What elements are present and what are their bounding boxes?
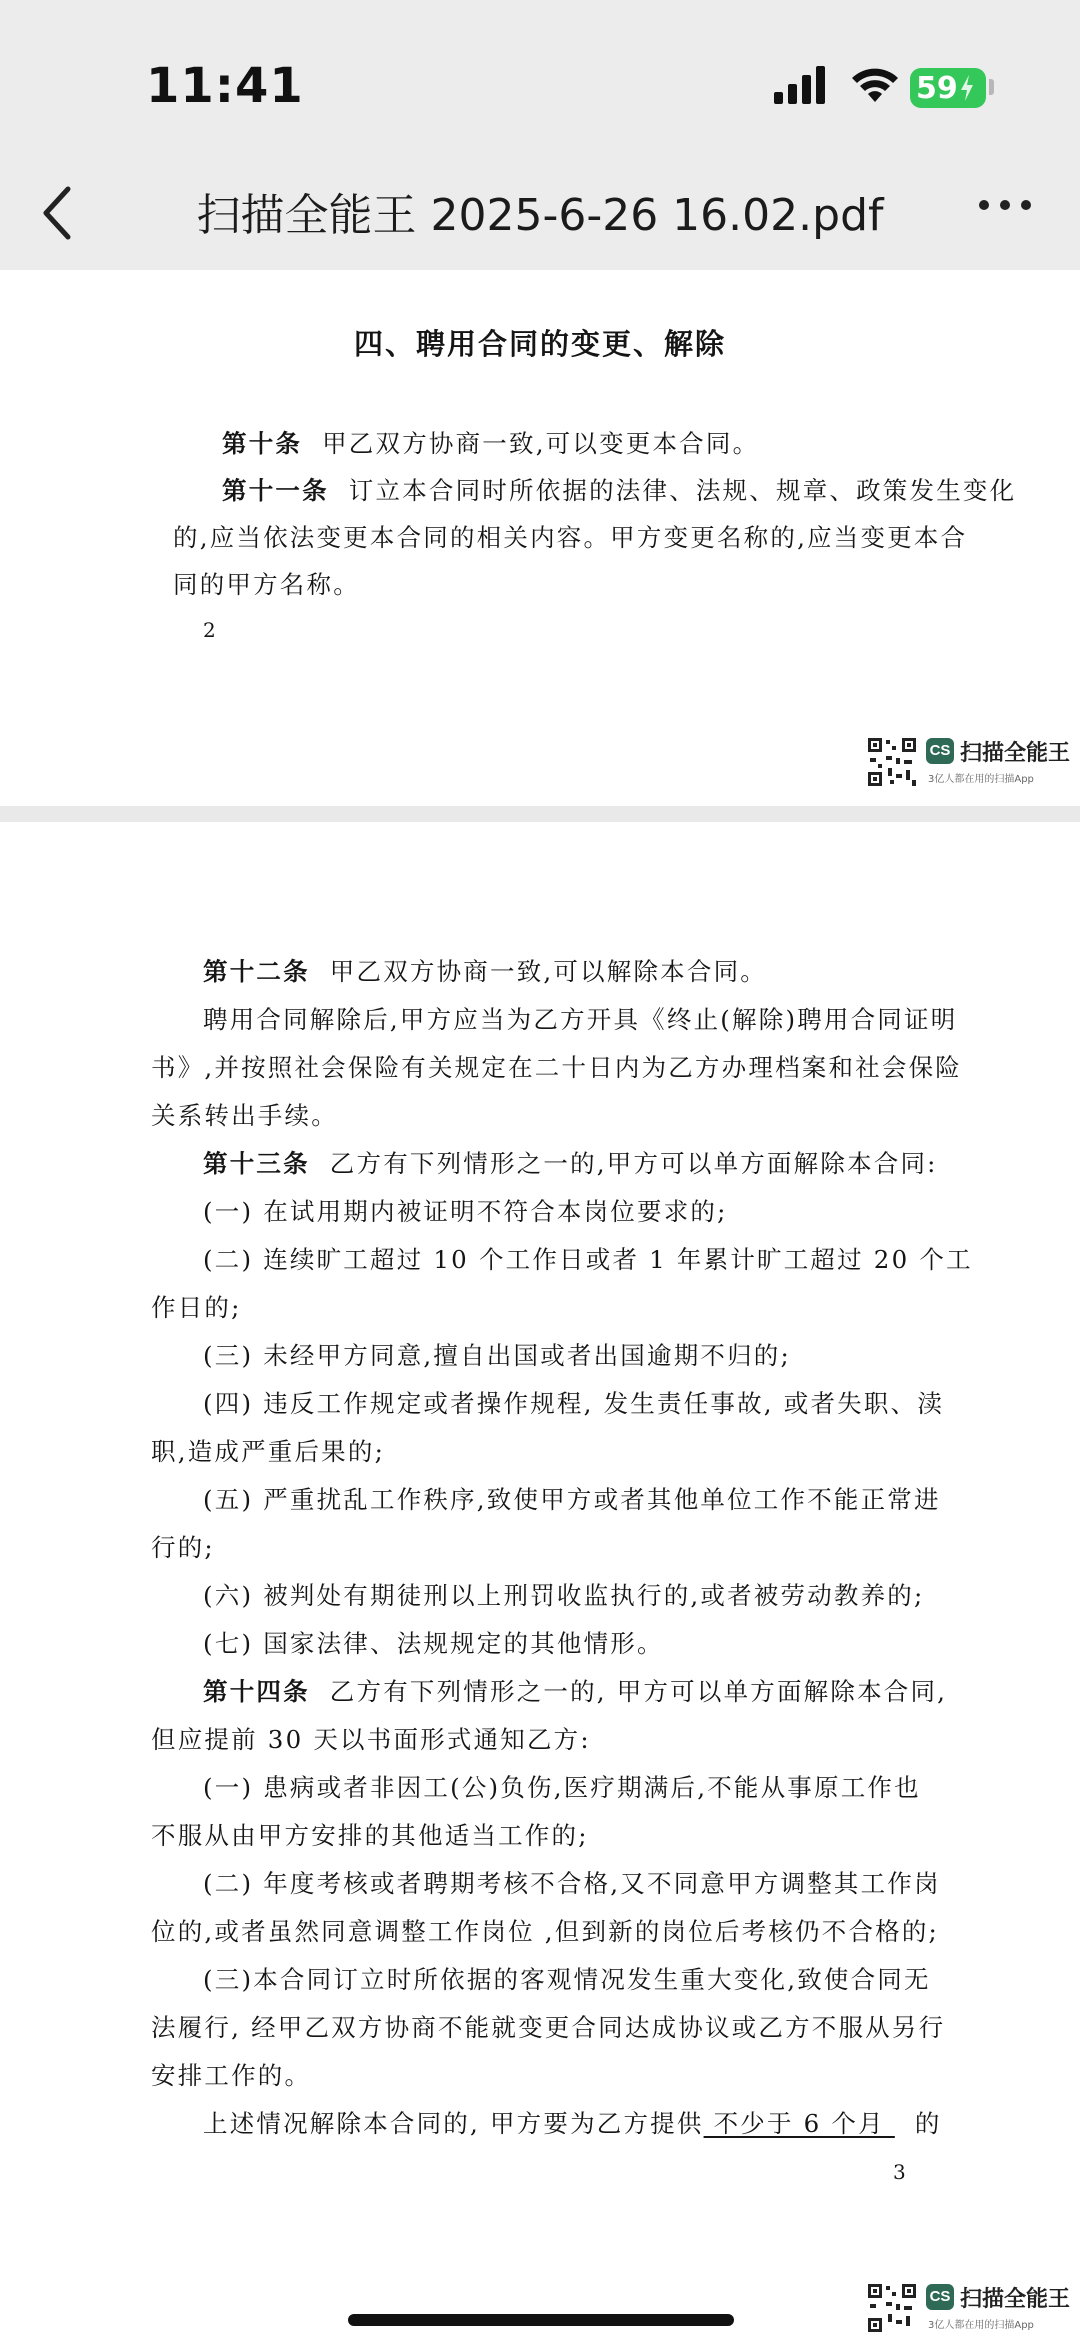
document-title: 扫描全能王 2025-6-26 16.02.pdf (196, 190, 884, 241)
paragraph-line: 关系转出手续。 (151, 1101, 338, 1130)
article-14 (203, 1668, 947, 1715)
list-item: (二) 连续旷工超过 10 个工作日或者 1 年累计旷工超过 20 个工 (203, 1245, 973, 1274)
article-14-text: 乙方有下列情形之一的, 甲方可以单方面解除本合同, (329, 1677, 948, 1706)
paragraph-line: 书》,并按照社会保险有关规定在二十日内为乙方办理档案和社会保险 (151, 1053, 962, 1082)
status-time: 11:41 (146, 58, 304, 114)
paragraph-line: 但应提前 30 天以书面形式通知乙方: (151, 1725, 591, 1754)
watermark-slogan: 3亿人都在用的扫描App (928, 774, 1034, 785)
article-13 (203, 1140, 938, 1187)
section-heading: 四、聘用合同的变更、解除 (353, 327, 726, 361)
camscanner-watermark (866, 2282, 1071, 2338)
cellular-signal-icon (774, 66, 828, 106)
article-11-text: 订立本合同时所依据的法律、法规、规章、政策发生变化 (348, 476, 1017, 505)
article-11-title: 第十一条 (222, 476, 329, 505)
list-item: (二) 年度考核或者聘期考核不合格,又不同意甲方调整其工作岗 (203, 1869, 941, 1898)
paragraph-line: 聘用合同解除后,甲方应当为乙方开具《终止(解除)聘用合同证明 (203, 1005, 958, 1034)
filled-blank: 不少于 6 个月 (703, 2109, 895, 2138)
back-chevron-icon[interactable] (38, 183, 78, 243)
list-item-cont: 作日的; (151, 1293, 242, 1322)
qr-code-icon (866, 736, 918, 788)
article-10-text: 甲乙双方协商一致,可以变更本合同。 (322, 429, 760, 458)
list-item: (一) 患病或者非因工(公)负伤,医疗期满后,不能从事原工作也 (203, 1773, 921, 1802)
article-11-line-2: 的,应当依法变更本合同的相关内容。甲方变更名称的,应当变更本合 (173, 523, 968, 552)
camscanner-logo: CS (926, 738, 954, 764)
page-number: 2 (203, 618, 216, 642)
list-item: (六) 被判处有期徒刑以上刑罚收监执行的,或者被劳动教养的; (203, 1581, 925, 1610)
article-12 (203, 948, 767, 995)
page-number: 3 (893, 2160, 906, 2184)
list-item: (一) 在试用期内被证明不符合本岗位要求的; (203, 1197, 728, 1226)
list-item-cont: 安排工作的。 (151, 2061, 312, 2090)
article-12-title: 第十二条 (203, 957, 310, 986)
list-item: (五) 严重扰乱工作秩序,致使甲方或者其他单位工作不能正常进 (203, 1485, 941, 1514)
list-item-cont: 职,造成严重后果的; (151, 1437, 386, 1466)
list-item: (三) 未经甲方同意,擅自出国或者出国逾期不归的; (203, 1341, 791, 1370)
status-bar (0, 0, 1080, 175)
pdf-page-2 (0, 270, 1080, 806)
nav-bar (0, 175, 1080, 270)
watermark-brand: 扫描全能王 (960, 2287, 1071, 2312)
more-options-icon[interactable] (976, 195, 1034, 215)
battery-level: 59 (916, 70, 958, 106)
article-12-text: 甲乙双方协商一致,可以解除本合同。 (329, 957, 767, 986)
list-item-cont: 法履行, 经甲乙双方协商不能就变更合同达成协议或乙方不服从另行 (151, 2013, 946, 2042)
battery-cap (989, 79, 994, 95)
closing-text: 上述情况解除本合同的, 甲方要为乙方提供 (203, 2109, 704, 2138)
article-13-text: 乙方有下列情形之一的,甲方可以单方面解除本合同: (329, 1149, 938, 1178)
list-item: (三)本合同订立时所依据的客观情况发生重大变化,致使合同无 (203, 1965, 931, 1994)
charging-bolt-icon (959, 75, 975, 101)
camscanner-logo: CS (926, 2284, 954, 2310)
pdf-page-3 (0, 822, 1080, 2348)
closing-line (203, 2100, 942, 2147)
wifi-icon (848, 62, 902, 106)
battery-indicator (910, 68, 986, 108)
list-item: (七) 国家法律、法规规定的其他情形。 (203, 1629, 664, 1658)
list-item-cont: 行的; (151, 1533, 215, 1562)
watermark-slogan: 3亿人都在用的扫描App (928, 2320, 1034, 2331)
article-11-line-1 (222, 467, 1016, 514)
qr-code-icon (866, 2282, 918, 2334)
article-13-title: 第十三条 (203, 1149, 310, 1178)
article-11-line-3: 同的甲方名称。 (173, 570, 360, 599)
list-item: (四) 违反工作规定或者操作规程, 发生责任事故, 或者失职、渎 (203, 1389, 944, 1418)
article-14-title: 第十四条 (203, 1677, 310, 1706)
list-item-cont: 位的,或者虽然同意调整工作岗位 ,但到新的岗位后考核仍不合格的; (151, 1917, 940, 1946)
watermark-brand: 扫描全能王 (960, 741, 1071, 766)
closing-suffix: 的 (914, 2109, 942, 2138)
camscanner-watermark (866, 736, 1071, 792)
article-10-title: 第十条 (222, 429, 303, 458)
home-indicator[interactable] (348, 2314, 734, 2326)
list-item-cont: 不服从由甲方安排的其他适当工作的; (151, 1821, 589, 1850)
article-10 (222, 420, 759, 467)
